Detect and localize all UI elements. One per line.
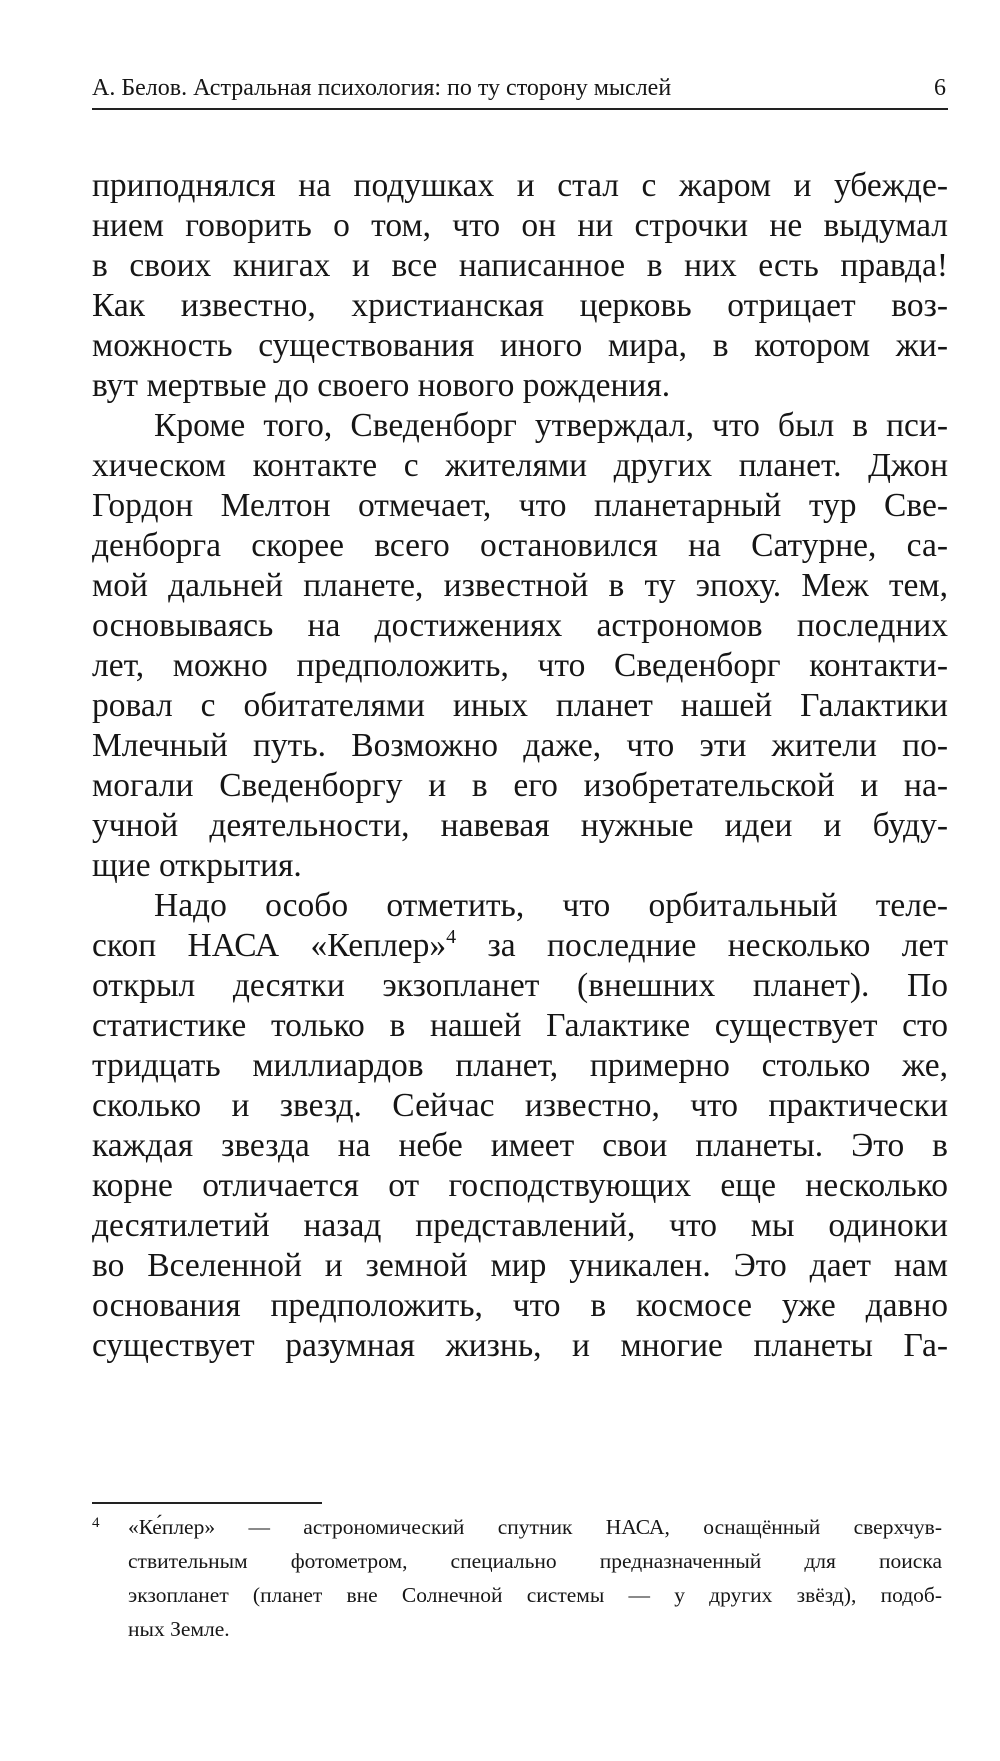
footnote-line: ствительным фотометром, специально предназначенный для поиска [128,1549,942,1573]
text-fragment: за последние несколько лет [456,927,948,964]
text-fragment: скоп НАСА «Кеплер» [92,927,447,964]
text-line: во Вселенной и земной мир уникален. Это дает нам [92,1247,948,1284]
text-line: Гордон Мелтон отмечает, что планетарный тур Све- [92,487,948,524]
text-line: корне отличается от господствующих еще несколько [92,1167,948,1204]
text-line: тридцать миллиардов планет, примерно столько же, [92,1047,948,1084]
text-line: лет, можно предположить, что Сведенборг контакти- [92,647,948,684]
footnote-text [128,1510,942,1646]
text-line: учной деятельности, навевая нужные идеи и буду- [92,807,948,844]
text-line-with-footnote-ref [92,926,948,966]
text-line: основываясь на достижениях астрономов последних [92,607,948,644]
text-line: открыл десятки экзопланет (внешних планет). По [92,967,948,1004]
text-line: нием говорить о том, что он ни строчки не выдумал [92,207,948,244]
text-line: щие открытия. [92,847,302,884]
page-number: 6 [934,75,946,101]
text-line: можность существования иного мира, в котором жи- [92,327,948,364]
main-text [92,166,948,1366]
text-line: Как известно, христианская церковь отрицает воз- [92,287,948,324]
running-header [92,68,948,110]
text-line: статистике только в нашей Галактике существует сто [92,1007,948,1044]
text-line: каждая звезда на небе имеет свои планеты. Это в [92,1127,948,1164]
text-line: могали Сведенборгу и в его изобретательской и на- [92,767,948,804]
footnote-reference[interactable]: 4 [446,926,457,948]
running-title: А. Белов. Астральная психология: по ту сторону мыслей [92,75,672,101]
footnote-line: экзопланет (планет вне Солнечной системы — у других звёзд), подоб- [128,1583,942,1607]
text-line: в своих книгах и все написанное в них есть правда! [92,247,948,284]
text-line: мой дальней планете, известной в ту эпоху. Меж тем, [92,567,948,604]
footnote-line: «Ке́плер» — астрономический спутник НАСА, оснащённый сверхчув- [128,1515,942,1539]
text-line: хическом контакте с жителями других планет. Джон [92,447,948,484]
footnote-line: ных Земле. [128,1617,230,1641]
text-line: приподнялся на подушках и стал с жаром и убежде- [92,167,948,204]
text-line: ровал с обитателями иных планет нашей Галактики [92,687,948,724]
footnote-divider [92,1502,322,1504]
text-line: вут мертвые до своего нового рождения. [92,367,671,404]
text-line: Кроме того, Сведенборг утверждал, что был в пси- [154,407,948,444]
text-line: основания предположить, что в космосе уже давно [92,1287,948,1324]
footnote-marker: 4 [92,1515,100,1531]
text-line: сколько и звезд. Сейчас известно, что практически [92,1087,948,1124]
text-line: денборга скорее всего остановился на Сатурне, са- [92,527,948,564]
text-line: существует разумная жизнь, и многие планеты Га- [92,1327,948,1364]
text-line: Надо особо отметить, что орбитальный теле- [154,887,948,924]
text-line: Млечный путь. Возможно даже, что эти жители по- [92,727,948,764]
text-line: десятилетий назад представлений, что мы одиноки [92,1207,948,1244]
